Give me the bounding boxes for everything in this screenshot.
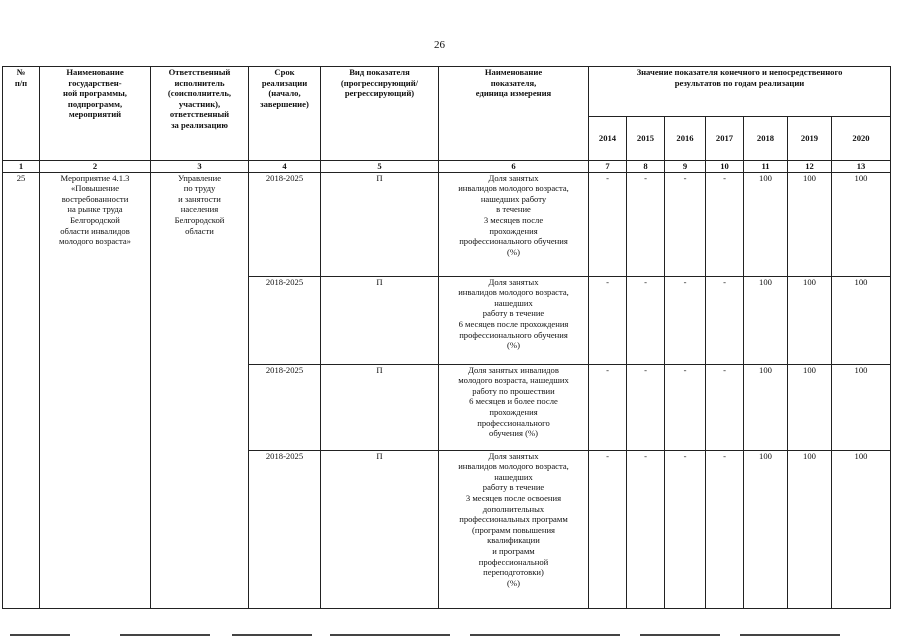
value-cell: 100	[832, 450, 891, 608]
column-number: 7	[589, 161, 627, 173]
value-cell: 100	[832, 172, 891, 276]
value-cell: -	[627, 364, 665, 450]
header-row	[3, 67, 891, 117]
column-number: 11	[744, 161, 788, 173]
value-cell: -	[589, 364, 627, 450]
value-cell: 100	[788, 276, 832, 364]
indicator-cell: Доля занятых инвалидов молодого возраста, нашедших работу в течение 3 месяцев после прохождения профессионального обучения (%)	[439, 172, 589, 276]
column-number: 4	[249, 161, 321, 173]
value-cell: -	[706, 276, 744, 364]
column-number: 5	[321, 161, 439, 173]
type-cell: П	[321, 450, 439, 608]
value-cell: -	[706, 364, 744, 450]
value-cell: -	[706, 172, 744, 276]
header-name: Наименование государствен- ной программы, подпрограмм, мероприятий	[40, 67, 151, 161]
scan-mark	[120, 634, 210, 636]
value-cell: 100	[788, 450, 832, 608]
scan-mark	[10, 634, 70, 636]
column-number: 1	[3, 161, 40, 173]
column-number: 10	[706, 161, 744, 173]
scan-edge-marks	[0, 634, 905, 640]
type-cell: П	[321, 364, 439, 450]
header-year: 2018	[744, 117, 788, 161]
scan-mark	[232, 634, 312, 636]
column-number: 12	[788, 161, 832, 173]
column-number: 2	[40, 161, 151, 173]
header-year: 2019	[788, 117, 832, 161]
scan-mark	[640, 634, 720, 636]
value-cell: 100	[744, 172, 788, 276]
value-cell: 100	[788, 172, 832, 276]
indicator-cell: Доля занятых инвалидов молодого возраста, нашедших работу в течение 3 месяцев после освоения дополнительных профессиональных программ (программ повышения квалификации и программ профессиональной переподготовки) (%)	[439, 450, 589, 608]
term-cell: 2018-2025	[249, 276, 321, 364]
header-values-group: Значение показателя конечного и непосредственного результатов по годам реализации	[589, 67, 891, 117]
header-term: Срок реализации (начало, завершение)	[249, 67, 321, 161]
value-cell: -	[665, 364, 706, 450]
column-number: 9	[665, 161, 706, 173]
scan-mark	[470, 634, 620, 636]
value-cell: -	[627, 276, 665, 364]
header-year: 2015	[627, 117, 665, 161]
column-number: 6	[439, 161, 589, 173]
column-number: 13	[832, 161, 891, 173]
column-number: 3	[151, 161, 249, 173]
type-cell: П	[321, 276, 439, 364]
header-num: № п/п	[3, 67, 40, 161]
value-cell: 100	[744, 276, 788, 364]
column-number: 8	[627, 161, 665, 173]
program-indicators-table	[2, 66, 891, 609]
page-number: 26	[434, 39, 445, 51]
scan-mark	[330, 634, 450, 636]
value-cell: 100	[744, 364, 788, 450]
header-indicator-type: Вид показателя (прогрессирующий/ регрессирующий)	[321, 67, 439, 161]
value-cell: -	[627, 172, 665, 276]
table-row	[3, 172, 891, 276]
value-cell: 100	[744, 450, 788, 608]
header-year: 2020	[832, 117, 891, 161]
term-cell: 2018-2025	[249, 450, 321, 608]
value-cell: -	[589, 172, 627, 276]
record-num: 25	[3, 172, 40, 608]
record-executor: Управление по труду и занятости населения Белгородской области	[151, 172, 249, 608]
value-cell: -	[665, 276, 706, 364]
value-cell: 100	[788, 364, 832, 450]
value-cell: 100	[832, 276, 891, 364]
header-year: 2016	[665, 117, 706, 161]
value-cell: -	[589, 276, 627, 364]
value-cell: -	[706, 450, 744, 608]
value-cell: 100	[832, 364, 891, 450]
value-cell: -	[665, 172, 706, 276]
value-cell: -	[589, 450, 627, 608]
term-cell: 2018-2025	[249, 172, 321, 276]
value-cell: -	[627, 450, 665, 608]
header-executor: Ответственный исполнитель (соисполнитель, участник), ответственный за реализацию	[151, 67, 249, 161]
indicator-cell: Доля занятых инвалидов молодого возраста, нашедших работу по прошествии 6 месяцев и более после прохождения профессионального обучения (%)	[439, 364, 589, 450]
indicator-cell: Доля занятых инвалидов молодого возраста, нашедших работу в течение 6 месяцев после прохождения профессионального обучения (%)	[439, 276, 589, 364]
value-cell: -	[665, 450, 706, 608]
record-name: Мероприятие 4.1.3 «Повышение востребованности на рынке труда Белгородской области инвалидов молодого возраста»	[40, 172, 151, 608]
type-cell: П	[321, 172, 439, 276]
scan-mark	[740, 634, 840, 636]
term-cell: 2018-2025	[249, 364, 321, 450]
header-year: 2017	[706, 117, 744, 161]
column-numbers-row	[3, 161, 891, 173]
header-indicator-name: Наименование показателя, единица измерения	[439, 67, 589, 161]
header-year: 2014	[589, 117, 627, 161]
